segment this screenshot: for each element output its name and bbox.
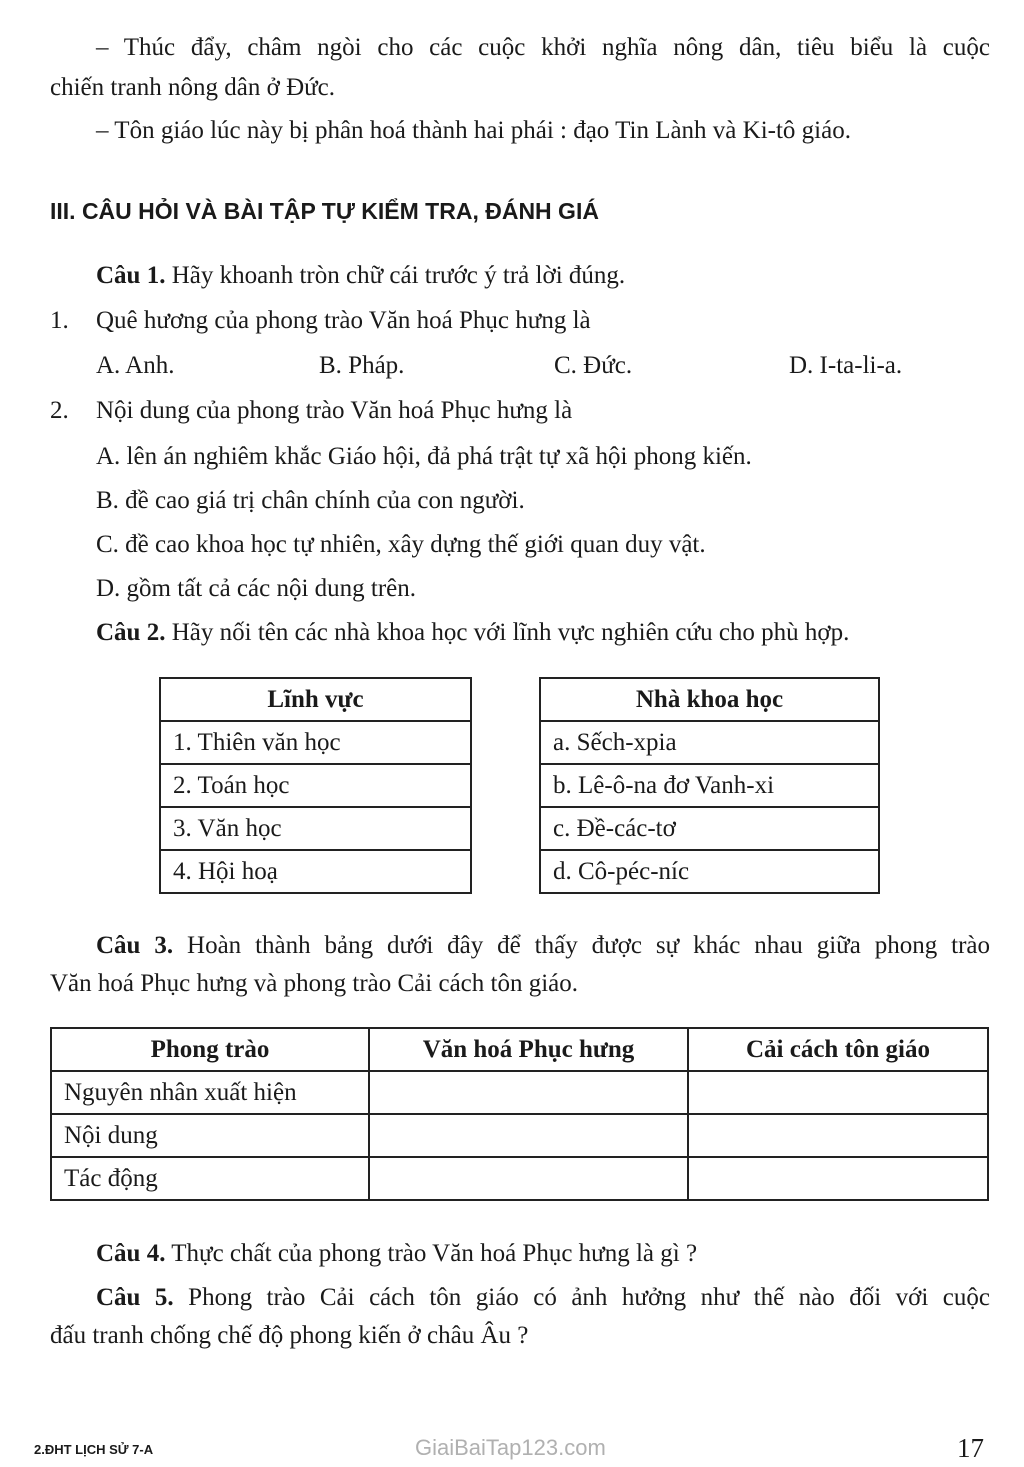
scientists-table-header: Nhà khoa học (540, 678, 879, 721)
question-4-label: Câu 4. (96, 1240, 166, 1267)
page-number: 17 (957, 1433, 984, 1463)
comparison-answer-cell[interactable] (369, 1114, 688, 1157)
question-1-text: Hãy khoanh tròn chữ cái trước ý trả lời đúng. (165, 262, 626, 289)
question-1-item-2-text: Nội dung của phong trào Văn hoá Phục hưng là (96, 397, 573, 424)
question-3-prompt-line-1 (50, 930, 990, 962)
question-3-label: Câu 3. (96, 932, 174, 959)
intro-bullet-2: – Tôn giáo lúc này bị phân hoá thành hai phái : đạo Tin Lành và Ki-tô giáo. (96, 117, 851, 144)
watermark: GiaiBaiTap123.com (415, 1435, 606, 1460)
comparison-answer-cell[interactable] (688, 1114, 988, 1157)
scientists-table-cell: b. Lê-ô-na đơ Vanh-xi (540, 764, 879, 807)
question-3-text: Hoàn thành bảng dưới đây để thấy được sự khác nhau giữa phong trào (173, 932, 990, 959)
comparison-header-reformation: Cải cách tôn giáo (688, 1028, 988, 1071)
option-a: A. lên án nghiêm khắc Giáo hội, đả phá trật tự xã hội phong kiến. (96, 443, 752, 470)
option-d: D. gồm tất cả các nội dung trên. (96, 575, 417, 602)
comparison-row-label: Nội dung (51, 1114, 369, 1157)
scientists-table-cell: a. Sếch-xpia (540, 721, 879, 764)
question-5-line-1 (50, 1282, 990, 1314)
comparison-answer-cell[interactable] (369, 1071, 688, 1114)
question-5-line-2: đấu tranh chống chế độ phong kiến ở châu Âu ? (50, 1322, 529, 1349)
question-4 (96, 1238, 697, 1270)
comparison-answer-cell[interactable] (688, 1071, 988, 1114)
question-1-item-1-text: Quê hương của phong trào Văn hoá Phục hưng là (96, 307, 591, 334)
comparison-row-label: Nguyên nhân xuất hiện (51, 1071, 369, 1114)
option-c: C. Đức. (554, 352, 633, 379)
scientists-table-cell: c. Đề-các-tơ (540, 807, 879, 850)
fields-table-cell: 2. Toán học (160, 764, 471, 807)
question-2-text: Hãy nối tên các nhà khoa học với lĩnh vực nghiên cứu cho phù hợp. (165, 619, 850, 646)
option-b: B. đề cao giá trị chân chính của con người. (96, 487, 525, 514)
scientists-table (539, 677, 880, 894)
intro-bullet-1-line-1: – Thúc đẩy, châm ngòi cho các cuộc khởi nghĩa nông dân, tiêu biểu là cuộc (96, 34, 990, 61)
question-3-prompt-line-2: Văn hoá Phục hưng và phong trào Cải cách tôn giáo. (50, 970, 579, 997)
fields-table-cell: 4. Hội hoạ (160, 850, 471, 893)
question-2-label: Câu 2. (96, 619, 166, 646)
fields-table-cell: 1. Thiên văn học (160, 721, 471, 764)
question-1-item-2-number: 2. (50, 397, 69, 424)
option-a: A. Anh. (96, 352, 175, 379)
question-5-text: Phong trào Cải cách tôn giáo có ảnh hưởng như thế nào đối với cuộc (173, 1284, 990, 1311)
question-1-item-1-number: 1. (50, 307, 69, 334)
comparison-row-label: Tác động (51, 1157, 369, 1200)
question-4-text: Thực chất của phong trào Văn hoá Phục hưng là gì ? (165, 1240, 698, 1267)
fields-table-cell: 3. Văn học (160, 807, 471, 850)
question-2-prompt (96, 617, 849, 649)
comparison-header-movement: Phong trào (51, 1028, 369, 1071)
fields-table (159, 677, 472, 894)
fields-table-header: Lĩnh vực (160, 678, 471, 721)
question-5-label: Câu 5. (96, 1284, 174, 1311)
scientists-table-cell: d. Cô-péc-níc (540, 850, 879, 893)
option-c: C. đề cao khoa học tự nhiên, xây dựng thế giới quan duy vật. (96, 531, 706, 558)
book-code: 2.ĐHT LỊCH SỬ 7-A (34, 1442, 154, 1457)
comparison-table (50, 1027, 989, 1201)
comparison-header-renaissance: Văn hoá Phục hưng (369, 1028, 688, 1071)
option-d: D. I-ta-li-a. (789, 352, 903, 379)
question-1-label: Câu 1. (96, 262, 166, 289)
option-b: B. Pháp. (319, 352, 405, 379)
comparison-answer-cell[interactable] (369, 1157, 688, 1200)
question-1-prompt (96, 260, 625, 292)
comparison-answer-cell[interactable] (688, 1157, 988, 1200)
section-title: III. CÂU HỎI VÀ BÀI TẬP TỰ KIỂM TRA, ĐÁNH GIÁ (50, 198, 599, 224)
intro-bullet-1-line-2: chiến tranh nông dân ở Đức. (50, 74, 336, 101)
